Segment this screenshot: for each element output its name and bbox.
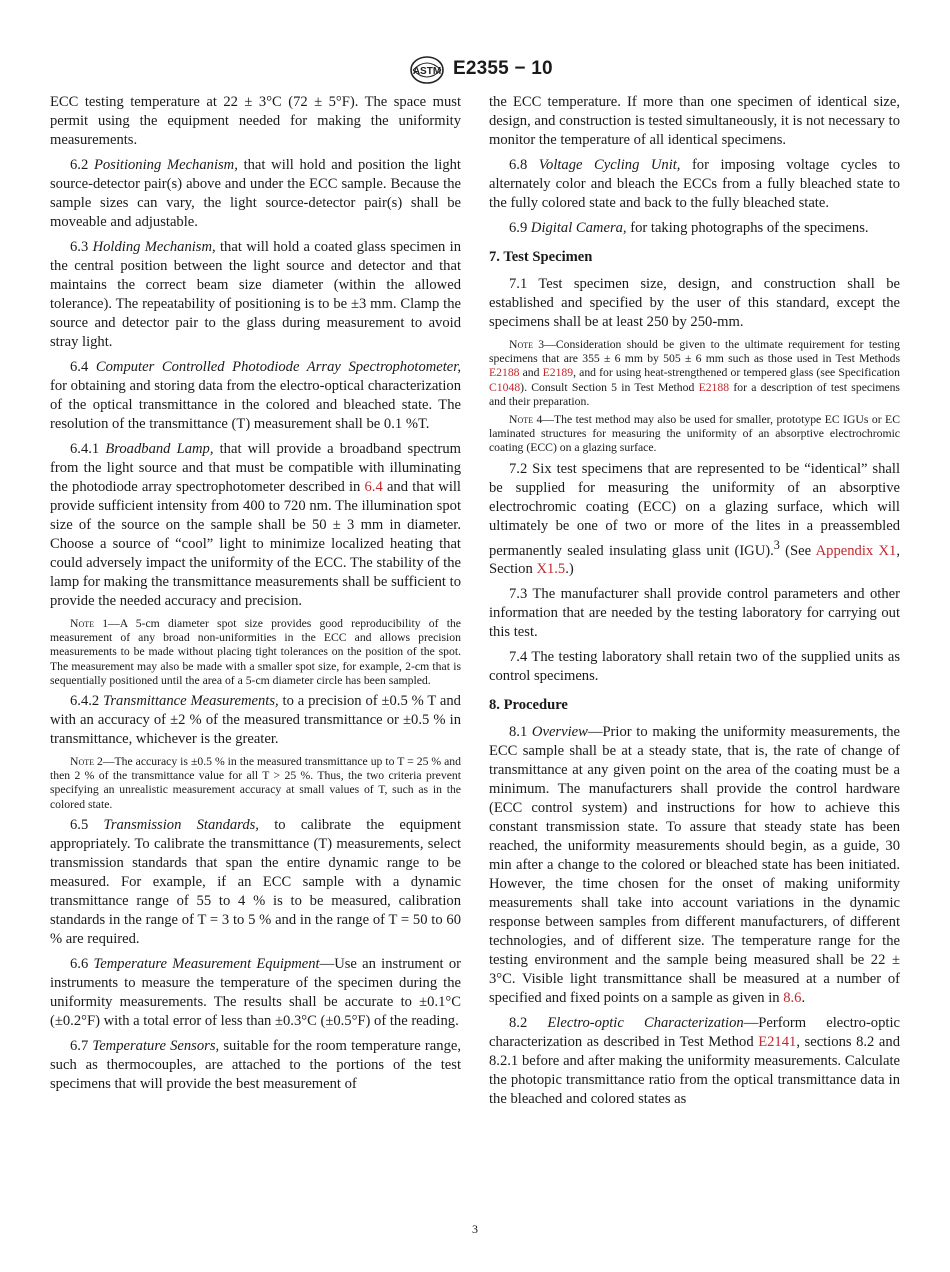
right-column (489, 93, 900, 1115)
link-appendix-x1[interactable]: Appendix X1 (815, 542, 897, 559)
paragraph-6-5: 6.5 Transmission Standards, to calibrate the equipment appropriately. To calibrate the transmittance (T) measurements, select transmission standards that span the entire dynamic range to be measured. For example, if an ECC sample with a dynamic transmittance range of 55 to 4 % is to be measured, calibration standards in the range of T = 3 to 5 % and in the range of T = 50 to 60 % are required. (50, 816, 461, 947)
link-e2141[interactable]: E2141 (758, 1034, 797, 1051)
paragraph-6-2: 6.2 Positioning Mechanism, that will hold and position the light source-detector pair(s) above and under the ECC sample. Because the sample sizes can vary, the light source-detector pair(s) shall be moveable and adjustable. (50, 157, 461, 230)
note-2: Note 2—The accuracy is ±0.5 % in the measured transmittance up to T = 25 % and then 2 % of the transmittance value for all T > 25 %. Thus, the two criteria prevent specifying an unrealistic measurement accuracy at small values of T, such as in the colored state. (50, 755, 461, 811)
link-c1048[interactable]: C1048 (489, 380, 521, 394)
note-4: Note 4—The test method may also be used for smaller, prototype EC IGUs or EC laminated structures for measuring the uniformity of an absorptive electrochromic coating (ECC) on a glazing surface. (489, 413, 900, 455)
footnote-ref-3: 3 (773, 537, 780, 552)
link-e2188-2[interactable]: E2188 (698, 380, 730, 394)
document-id: E2355 − 10 (453, 58, 553, 79)
paragraph-6-9: 6.9 Digital Camera, for taking photographs of the specimens. (509, 220, 869, 236)
paragraph-8-2: 8.2 Electro-optic Characterization—Perform electro-optic characterization as described in Test Method E2141, sections 8.2 and 8.2.1 before and after making the uniformity measurements. Calculate the photopic transmittance ratio from the optical transmittance data in the bleached and colored states as (489, 1015, 900, 1108)
paragraph-7-4: 7.4 The testing laboratory shall retain two of the supplied units as control specimens. (489, 649, 900, 685)
link-x1-5[interactable]: X1.5 (536, 561, 566, 578)
page-number: 3 (472, 1222, 478, 1236)
page-header (0, 56, 950, 86)
paragraph-6-7-cont: the ECC temperature. If more than one specimen of identical size, design, and construction is tested simultaneously, it is not necessary to monitor the temperature of all identical specimens. (489, 94, 900, 148)
paragraph-7-1: 7.1 Test specimen size, design, and construction shall be established and specified by the user of this standard, except the specimens shall be at least 250 by 250-mm. (489, 276, 900, 330)
link-e2188[interactable]: E2188 (489, 366, 520, 380)
paragraph-6-7: 6.7 Temperature Sensors, suitable for the room temperature range, such as thermocouples, are attached to the portions of the test specimens that will provide the best measurement of (50, 1037, 461, 1092)
note-3: Note 3—Consideration should be given to the ultimate requirement for testing specimens that are 355 ± 6 mm by 505 ± 6 mm such as those used in Test Methods E2188 and E2189, and for using heat-strengthened or tempered glass (see Specification C1048). Consult Section 5 in Test Method E2188 for a description of test specimens and their preparation. (489, 338, 900, 408)
paragraph-6-4-2: 6.4.2 Transmittance Measurements, to a precision of ±0.5 % T and with an accuracy of ±2 % of the measured transmittance or ±0.5 % in transmittance, whichever is the greater. (50, 693, 461, 748)
link-6-4[interactable]: 6.4 (364, 479, 383, 495)
paragraph-6-4-1: 6.4.1 Broadband Lamp, that will provide a broadband spectrum from the light source and that must be compatible with illuminating the photodiode array spectrophotometer described in 6.4 and that will provide sufficient intensity from 400 to 720 nm. The illumination spot size of the source on the sample shall be 50 ± 3 mm in diameter. Choose a source of “cool” light to minimize localized heating that could adversely impact the uniformity of the ECC. The stability of the lamp for making the transmittance measurements shall be sufficient to provide the needed accuracy and precision. (50, 441, 462, 609)
paragraph-6-3: 6.3 Holding Mechanism, that will hold a coated glass specimen in the central position between the light source and detector and that maintains the correct beam size diameter (within the allowed tolerance). The repeatability of positioning is to be ±3 mm. Clamp the source and detector pair to the glass during measurement to avoid stray light. (50, 239, 461, 350)
paragraph-6-1-cont: ECC testing temperature at 22 ± 3°C (72 ± 5°F). The space must permit using the equipment needed for making the uniformity measurements. (50, 94, 461, 148)
link-8-6[interactable]: 8.6 (783, 990, 802, 1007)
paragraph-7-2: 7.2 Six test specimens that are represented to be “identical” shall be supplied for measuring the uniformity of an absorptive electrochromic coating (ECC) on a glazing surface, which will ultimately be one of two or more of the lites in a preassembled permanently sealed insulating glass unit (IGU).$^3$ (See Appendix X1, Section X1.5.) (489, 460, 900, 578)
left-column (50, 93, 461, 1100)
svg-text:ASTM: ASTM (412, 66, 442, 77)
link-e2189[interactable]: E2189 (542, 366, 574, 380)
paragraph-6-4: 6.4 Computer Controlled Photodiode Array Spectrophotometer, for obtaining and storing data from the electro-optical characterization of the optical transmittance in the colored and bleached state. The resolution of the transmittance (T) measurement shall be 0.1 %T. (50, 359, 461, 432)
paragraph-7-3: 7.3 The manufacturer shall provide control parameters and other information that are needed by the testing laboratory for carrying out this test. (489, 586, 900, 641)
paragraph-6-6: 6.6 Temperature Measurement Equipment—Use an instrument or instruments to measure the temperature of the specimen during the uniformity measurements. The results shall be accurate to ±0.1°C (±0.2°F) with a total error of less than ±0.3°C (±0.5°F) of the reading. (50, 955, 461, 1029)
paragraph-8-1: 8.1 Overview—Prior to making the uniformity measurements, the ECC sample shall be at a steady state, that is, the rate of change of transmittance at any given point on the area of the coating must be a minimum. The manufacturers shall provide the control hardware (ECC control system) and instructions for how to achieve this constant transmission state. To assure that steady state has been reached, the uniformity measurements should begin, as a guide, 30 min after a change to the colored or bleached state has been initiated. However, the time chosen for the onset of making uniformity measurements shall take into account variations in the dynamic response between samples from different manufacturers, of different technologies, and of different size. The temperature range for the testing environment and the sample being measured shall be 22 ± 3°C. Visible light transmittance shall be measured at a number of specified and fixed points on a sample as given in 8.6. (489, 724, 900, 1007)
section-heading-7: 7. Test Specimen (489, 249, 593, 265)
paragraph-6-8: 6.8 Voltage Cycling Unit, for imposing voltage cycles to alternately color and bleach the ECCs from a fully bleached state to the fully colored state and back to the fully bleached state. (489, 157, 900, 211)
astm-logo (409, 56, 445, 84)
note-1: Note 1—A 5-cm diameter spot size provides good reproducibility of the measurement of any broad non-uniformities in the ECC and allows precision measurements to be made without placing tight tolerances on the position of the spot. The measurement may also be made with a smaller spot size, for example, 2-cm that is sequentially positioned until the area of a 5-cm diameter circle has been sampled. (50, 617, 461, 687)
section-heading-8: 8. Procedure (489, 697, 568, 714)
